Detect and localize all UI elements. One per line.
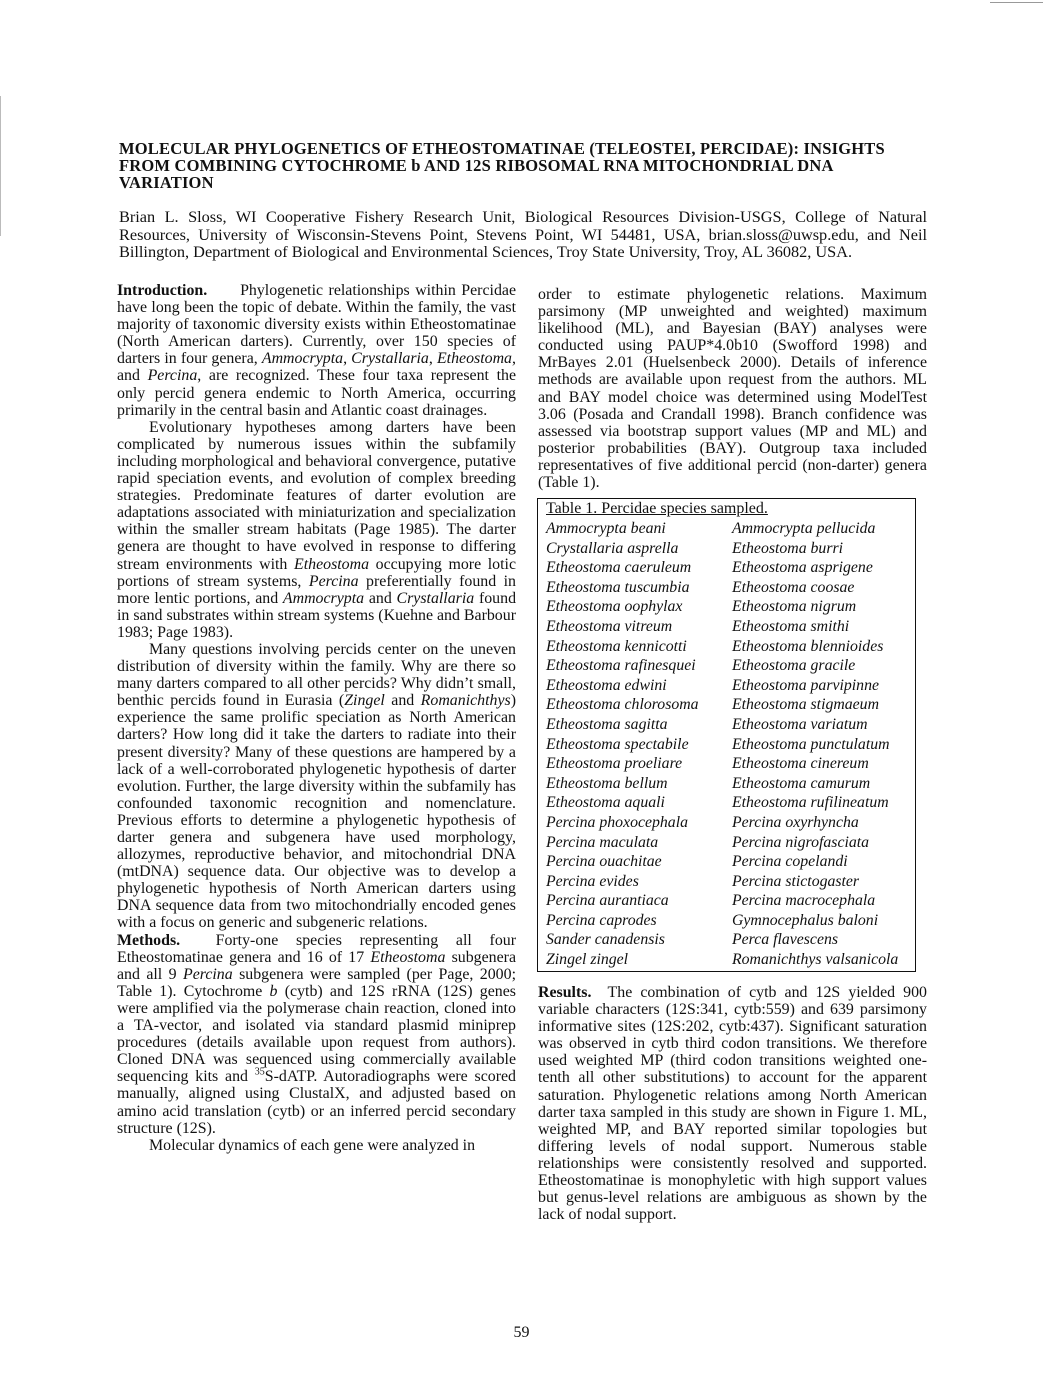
species-cell-left: Ammocrypta beani xyxy=(546,520,666,537)
species-cell-left: Zingel zingel xyxy=(546,951,629,969)
intro-p1-sep-3: , and xyxy=(117,350,516,385)
species-cell-right: Percina copelandi xyxy=(732,853,848,871)
table-row xyxy=(546,833,913,853)
table-row xyxy=(546,676,913,696)
intro-p2-text-c: preferentially found in more lentic portions, and xyxy=(117,572,516,607)
species-cell-right: Etheostoma variatum xyxy=(732,715,868,733)
species-cell-right: Etheostoma cinereum xyxy=(732,755,869,773)
table-row xyxy=(546,735,913,755)
paper-title xyxy=(119,140,927,191)
intro-p2-text-b: occupying more lotic portions of stream systems, xyxy=(117,555,516,590)
genus-crystallaria: Crystallaria xyxy=(351,350,429,368)
species-cell-right: Etheostoma stigmaeum xyxy=(732,696,879,714)
species-cell-left: Sander canadensis xyxy=(546,931,665,949)
species-cell-left: Etheostoma proeliare xyxy=(546,755,683,773)
table-row xyxy=(546,519,913,539)
species-cell-right: Perca flavescens xyxy=(732,931,838,949)
scan-top-rule xyxy=(990,2,1043,3)
genus-crystallaria: Crystallaria xyxy=(396,589,475,607)
species-cell-right: Etheostoma punctulatum xyxy=(732,735,890,753)
species-cell-right: Etheostoma camurum xyxy=(732,774,871,792)
species-cell-left: Percina phoxocephala xyxy=(546,813,688,831)
table-row xyxy=(546,793,913,813)
species-cell-right: Etheostoma rufilineatum xyxy=(732,794,889,812)
genus-zingel: Zingel xyxy=(344,692,385,710)
species-cell-left: Etheostoma kennicotti xyxy=(546,637,687,655)
table-row xyxy=(546,558,913,578)
methods-p1-text-e: S-dATP. Autoradiographs were scored manually, aligned using ClustalX, and adjusted based on amino acid translation (cytb) or an inferred percid secondary structure (12S). xyxy=(117,1068,516,1137)
species-cell-right: Percina oxyrhyncha xyxy=(732,813,859,831)
intro-p2-text-a: Evolutionary hypotheses among darters have been complicated by numerous issues within the subfamily including morphological and behavioral convergence, putative rapid speciation events, and evolution of complex breeding strategies. Predominate features of darter evolution are adaptations associated with miniaturization and specialization within the smaller stream habitats (Page 1985). The darter genera are thought to have evolved in response to differing stream environments with xyxy=(117,418,516,573)
methods-heading: Methods. xyxy=(117,931,181,949)
table-row xyxy=(546,578,913,598)
methods-p1-text-a: Forty-one species representing all four Etheostomatinae genera and 16 of 17 xyxy=(117,931,517,966)
intro-p3-sep: and xyxy=(384,692,421,710)
scan-edge-line xyxy=(0,96,1,236)
species-cell-left: Percina ouachitae xyxy=(546,853,662,871)
title-line-1: MOLECULAR PHYLOGENETICS OF ETHEOSTOMATINAE (TELEOSTEI, PERCIDAE): INSIGHTS xyxy=(119,139,885,158)
species-cell-left: Percina evides xyxy=(546,872,639,890)
species-cell-left: Etheostoma sagitta xyxy=(546,715,668,733)
intro-p1-text-b: , are recognized. These four taxa represent the only percid genera endemic to North America, occurring primarily in the central basin and Atlantic coast drainages. xyxy=(117,367,516,419)
table-row xyxy=(546,695,913,715)
results-paragraph xyxy=(538,984,927,1223)
genus-percina: Percina xyxy=(308,572,359,590)
species-cell-left: Etheostoma chlorosoma xyxy=(546,696,699,714)
genus-percina: Percina xyxy=(182,965,233,983)
intro-p1-text-a: Phylogenetic relationships within Percidae have long been the topic of debate. Within the family, the vast majority of taxonomic diversity exists within Etheostomatinae (North American darters). Currently, over 150 species of darters in four genera, xyxy=(117,282,516,368)
table-row xyxy=(546,597,913,617)
genus-romanichthys: Romanichthys xyxy=(420,692,511,710)
species-cell-left: Percina aurantiaca xyxy=(546,892,669,910)
author-affiliations: Brian L. Sloss, WI Cooperative Fishery Research Unit, Biological Resources Division-USGS, College of Natural Resources, University of Wisconsin-Stevens Point, Stevens Point, WI 54481, USA, brian.sloss@uwsp.edu, and Neil Billington, Department of Biological and Environmental Sciences, Troy State University, Troy, AL 36082, USA. xyxy=(119,207,927,261)
species-cell-right: Percina macrocephala xyxy=(732,892,876,910)
methods-paragraph-2-continued: order to estimate phylogenetic relations. Maximum parsimony (MP unweighted and weighted) maximum likelihood (ML), and Bayesian (BAY) analyses were conducted using PAUP*4.0b10 (Swofford 1998) and MrBayes 2.01 (Huelsenbeck 2000). Details of inference methods are available upon request from the authors. ML and BAY model choice was determined using ModelTest 3.06 (Posada and Crandall 1998). Branch confidence was assessed via bootstrap support values (MP and ML) and posterior probabilities (BAY). Outgroup taxa included representatives of five additional percid (non-darter) genera (Table 1). xyxy=(538,286,927,492)
species-cell-right: Etheostoma asprigene xyxy=(732,559,873,577)
isotope-superscript: 35 xyxy=(254,1067,265,1079)
species-cell-right: Ammocrypta pellucida xyxy=(732,520,876,537)
species-cell-left: Etheostoma tuscumbia xyxy=(546,578,690,596)
intro-p2-text-e: found in sand substrates within stream systems (Kuehne and Barbour 1983; Page 1983). xyxy=(117,589,517,641)
genus-ammocrypta: Ammocrypta xyxy=(261,350,344,368)
species-cell-left: Percina maculata xyxy=(546,833,659,851)
cytochrome-b-letter: b xyxy=(269,982,278,1000)
species-cell-left: Etheostoma oophylax xyxy=(546,598,683,616)
table-row xyxy=(546,911,913,931)
genus-etheostoma: Etheostoma xyxy=(370,948,446,966)
methods-p1-text-c: subgenera were sampled (per Page, 2000; Table 1). Cytochrome xyxy=(117,965,516,1000)
species-cell-right: Etheostoma nigrum xyxy=(732,598,857,616)
table-row xyxy=(546,930,913,950)
table-row xyxy=(546,715,913,735)
table-row xyxy=(546,539,913,559)
genus-percina: Percina xyxy=(147,367,198,385)
table-body xyxy=(546,519,913,970)
species-cell-left: Etheostoma rafinesquei xyxy=(546,657,696,675)
title-line-2: FROM COMBINING CYTOCHROME b AND 12S RIBOSOMAL RNA MITOCHONDRIAL DNA xyxy=(119,156,834,175)
species-cell-left: Crystallaria asprella xyxy=(546,539,679,557)
table-row xyxy=(546,891,913,911)
title-line-3: VARIATION xyxy=(119,173,214,192)
intro-paragraph-2 xyxy=(117,419,516,641)
species-cell-right: Etheostoma coosae xyxy=(732,578,855,596)
species-cell-left: Etheostoma bellum xyxy=(546,774,668,792)
genus-etheostoma: Etheostoma xyxy=(436,350,512,368)
intro-paragraph-1 xyxy=(117,282,516,419)
table-row xyxy=(546,656,913,676)
intro-paragraph-3 xyxy=(117,641,516,932)
species-cell-right: Etheostoma smithi xyxy=(732,617,850,635)
species-cell-right: Etheostoma parvipinne xyxy=(732,676,879,694)
species-cell-right: Romanichthys valsanicola xyxy=(732,951,899,969)
species-cell-right: Percina stictogaster xyxy=(732,872,860,890)
table-row xyxy=(546,872,913,892)
methods-p1-text-d: (cytb) and 12S rRNA (12S) genes were amplified via the polymerase chain reaction, cloned into a TA-vector, and isolated via standard plasmid miniprep procedures (details available upon request from authors). Cloned DNA was sequenced using commercially available sequencing kits and xyxy=(117,982,516,1086)
intro-p3-text-b: ) experience the same prolific speciation as North American darters? How long did it take the darters to radiate into their present diversity? Many of these questions are hampered by a lack of a well-corroborated phylogenetic hypothesis of darter evolution. Further, the large diversity within the subfamily has confounded taxonomic recognition and nomenclature. Previous efforts to determine a phylogenetic hypothesis of darter genera and subgenera have used morphology, allozymes, reproductive behavior, and mitochondrial DNA (mtDNA) sequence data. Our objective was to develop a phylogenetic hypothesis of North American darters using DNA sequence data from two mitochondrially encoded genes with a focus on generic and subgeneric relations. xyxy=(117,692,516,932)
genus-etheostoma: Etheostoma xyxy=(294,555,370,573)
species-cell-right: Etheostoma blennioides xyxy=(732,637,884,655)
species-cell-right: Percina nigrofasciata xyxy=(732,833,870,851)
intro-p1-sep-1: , xyxy=(343,350,352,368)
species-cell-left: Etheostoma edwini xyxy=(546,676,667,694)
species-cell-right: Gymnocephalus baloni xyxy=(732,911,879,929)
species-cell-left: Etheostoma caeruleum xyxy=(546,559,692,577)
right-column-top xyxy=(538,286,927,491)
results-section xyxy=(538,984,927,1223)
methods-paragraph-1 xyxy=(117,932,516,1137)
methods-paragraph-2: Molecular dynamics of each gene were analyzed in xyxy=(149,1136,476,1154)
species-cell-left: Percina caprodes xyxy=(546,911,657,929)
intro-p3-text-a: Many questions involving percids center on the uneven distribution of diversity within the family. Why are there so many darters compared to all other percids? Why didn’t small, benthic percids found in Eurasia ( xyxy=(117,640,516,710)
table-caption: Table 1. Percidae species sampled. xyxy=(546,500,768,517)
table-row xyxy=(546,813,913,833)
table-row xyxy=(546,950,913,970)
intro-heading: Introduction. xyxy=(117,282,208,299)
species-cell-left: Etheostoma vitreum xyxy=(546,617,673,635)
table-row xyxy=(546,617,913,637)
table-row xyxy=(546,754,913,774)
page-number: 59 xyxy=(513,1324,530,1341)
table-row xyxy=(546,852,913,872)
results-heading: Results. xyxy=(538,984,592,1001)
species-cell-left: Etheostoma spectabile xyxy=(546,735,689,753)
methods-p1-text-b: subgenera and all 9 xyxy=(117,948,516,983)
species-cell-right: Etheostoma burri xyxy=(732,539,844,557)
left-column xyxy=(117,282,516,1154)
genus-ammocrypta: Ammocrypta xyxy=(282,589,365,607)
intro-p1-sep-2: , xyxy=(428,350,437,368)
table-row xyxy=(546,774,913,794)
intro-p2-text-d: and xyxy=(364,589,397,607)
species-cell-left: Etheostoma aquali xyxy=(546,794,665,812)
species-table xyxy=(537,498,916,972)
species-cell-right: Etheostoma gracile xyxy=(732,657,856,675)
table-row xyxy=(546,637,913,657)
results-text: The combination of cytb and 12S yielded 900 variable characters (12S:341, cytb:559) and 639 parsimony informative sites (12S:202, cytb:437). Significant saturation was observed in cytb third codon transitions. We therefore used weighted MP (third codon transitions weighted one-tenth all other substitutions) to account for the apparent saturation. Phylogenetic relations among North American darter taxa sampled in this study are shown in Figure 1. ML, weighted MP, and BAY reported similar topologies but differing levels of nodal support. Numerous stable relationships were consistently resolved and supported. Etheostomatinae is monophyletic with high support values but genus-level relations are ambiguous as shown by the lack of nodal support. xyxy=(538,984,927,1224)
